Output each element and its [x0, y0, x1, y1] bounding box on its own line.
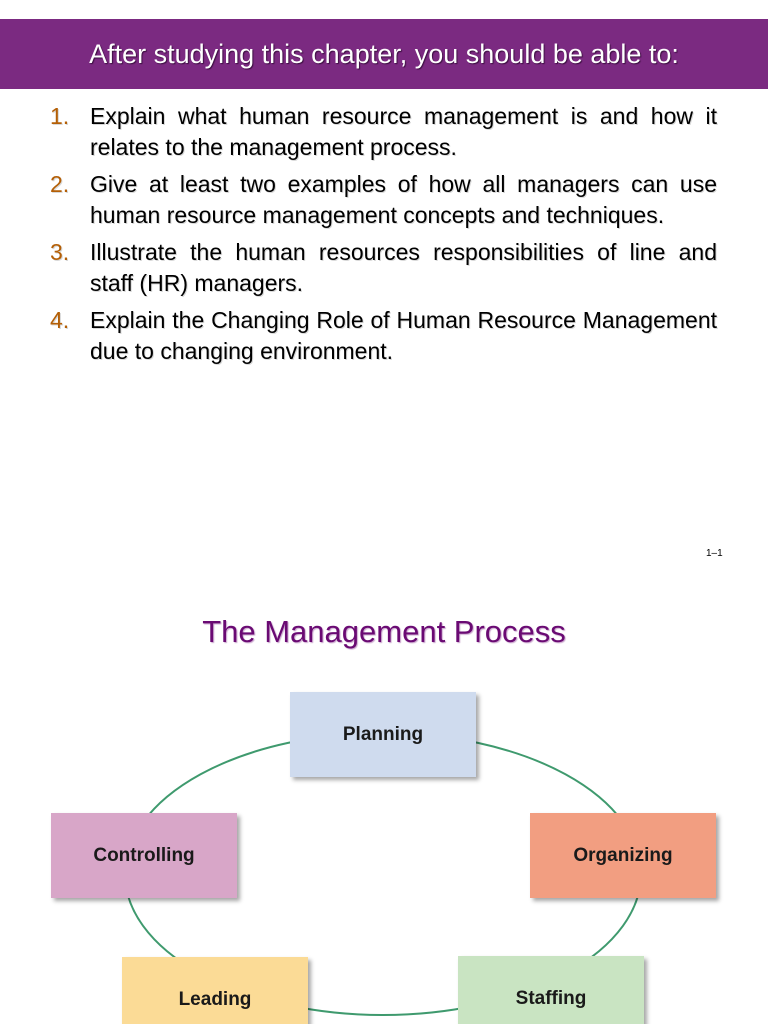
objective-number: 1.: [50, 103, 70, 129]
objective-item: [50, 101, 717, 162]
step-staffing: Staffing: [458, 956, 644, 1024]
objective-text: Explain what human resource management is and how it relates to the management process.: [90, 103, 717, 160]
objective-number: 3.: [50, 239, 70, 265]
step-organizing: Organizing: [530, 813, 716, 898]
objective-item: [50, 169, 717, 230]
objective-text: Illustrate the human resources responsibilities of line and staff (HR) managers.: [90, 239, 717, 296]
objective-number: 2.: [50, 171, 70, 197]
diagram-title: The Management Process: [202, 614, 566, 649]
header-bar: [0, 19, 768, 89]
objective-item: [50, 237, 717, 298]
step-planning: Planning: [290, 692, 476, 777]
objective-text: Give at least two examples of how all managers can use human resource management concepts and techniques.: [90, 171, 717, 228]
management-process-slide: [0, 580, 768, 1024]
cycle-diagram: [0, 580, 768, 1024]
objective-number: 4.: [50, 307, 70, 333]
slide-title: After studying this chapter, you should be able to:: [89, 39, 679, 69]
step-controlling: Controlling: [51, 813, 237, 898]
step-leading: Leading: [122, 957, 308, 1024]
objectives-list: [50, 101, 717, 373]
slide-number: 1–1: [706, 548, 723, 559]
objective-text: Explain the Changing Role of Human Resource Management due to changing environment.: [90, 307, 717, 364]
objective-item: [50, 305, 717, 366]
